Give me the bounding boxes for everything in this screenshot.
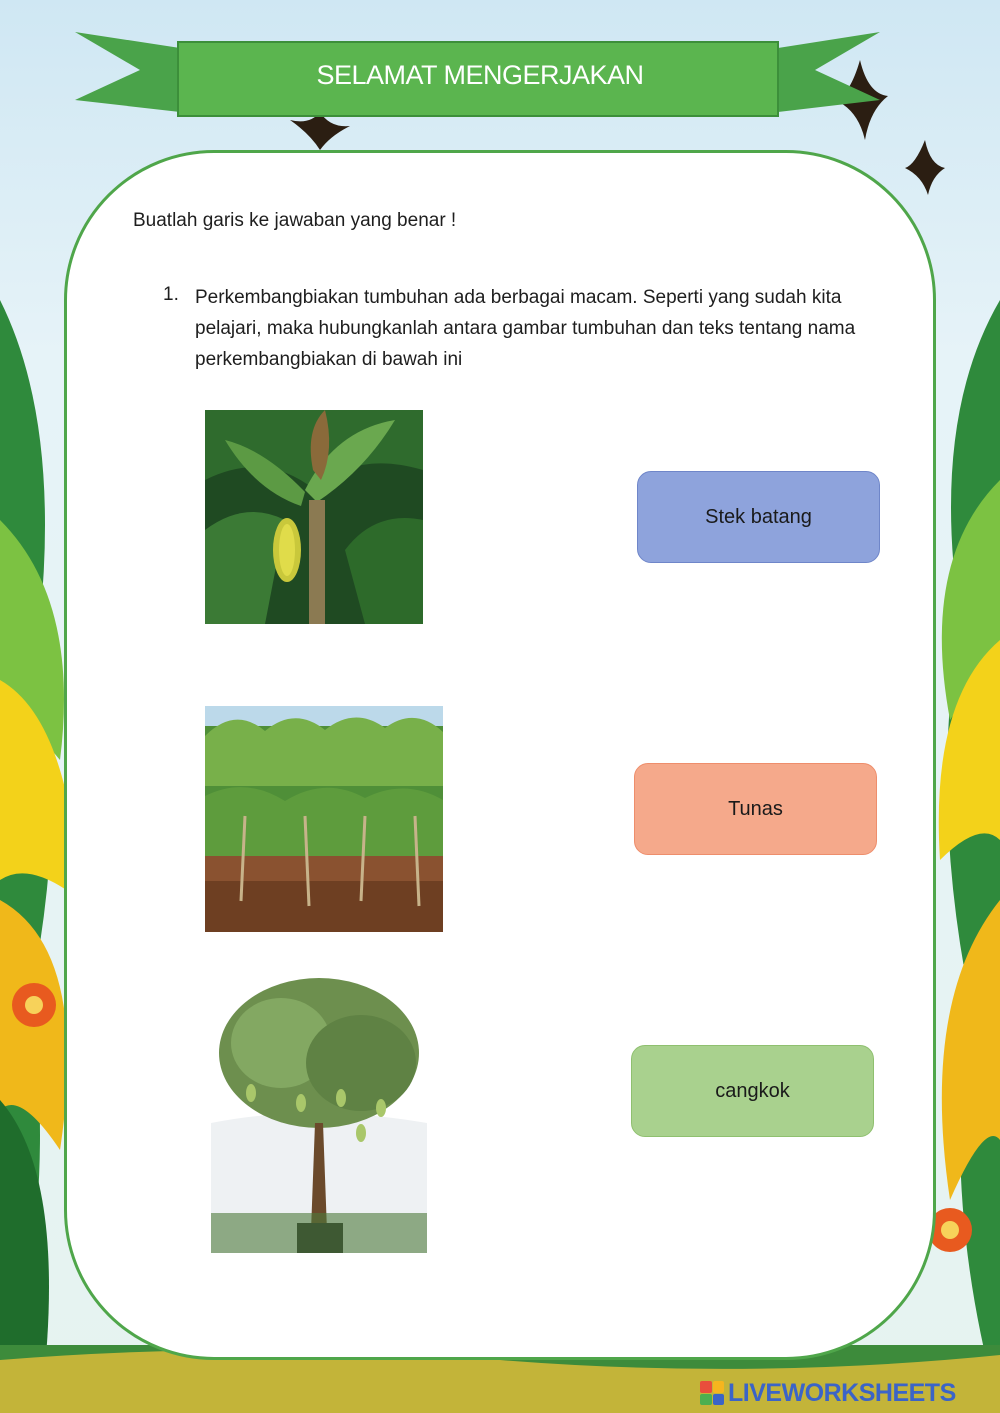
cassava-plant-photo [205, 706, 443, 932]
answer-box-stek-batang[interactable] [637, 471, 880, 563]
brand-text: LIVEWORKSHEETS [728, 1378, 956, 1407]
liveworksheets-logo [700, 1378, 956, 1408]
answer-label: Stek batang [705, 505, 812, 528]
banner-title: SELAMAT MENGERJAKAN [316, 60, 644, 90]
instruction-text: Buatlah garis ke jawaban yang benar ! [133, 210, 457, 231]
question-text: Perkembangbiakan tumbuhan ada berbagai macam. Seperti yang sudah kita pelajari, maka hubungkanlah antara gambar tumbuhan dan teks tentang nama perkembangbiakan di bawah ini [195, 287, 856, 370]
answer-label: cangkok [715, 1079, 790, 1102]
question-number: 1. [163, 284, 179, 305]
liveworksheets-icon [700, 1381, 724, 1405]
answer-box-tunas[interactable] [634, 763, 877, 855]
answer-label: Tunas [728, 797, 783, 820]
mango-tree-photo [211, 973, 427, 1253]
answer-box-cangkok[interactable] [631, 1045, 874, 1137]
banana-plant-photo [205, 410, 423, 624]
